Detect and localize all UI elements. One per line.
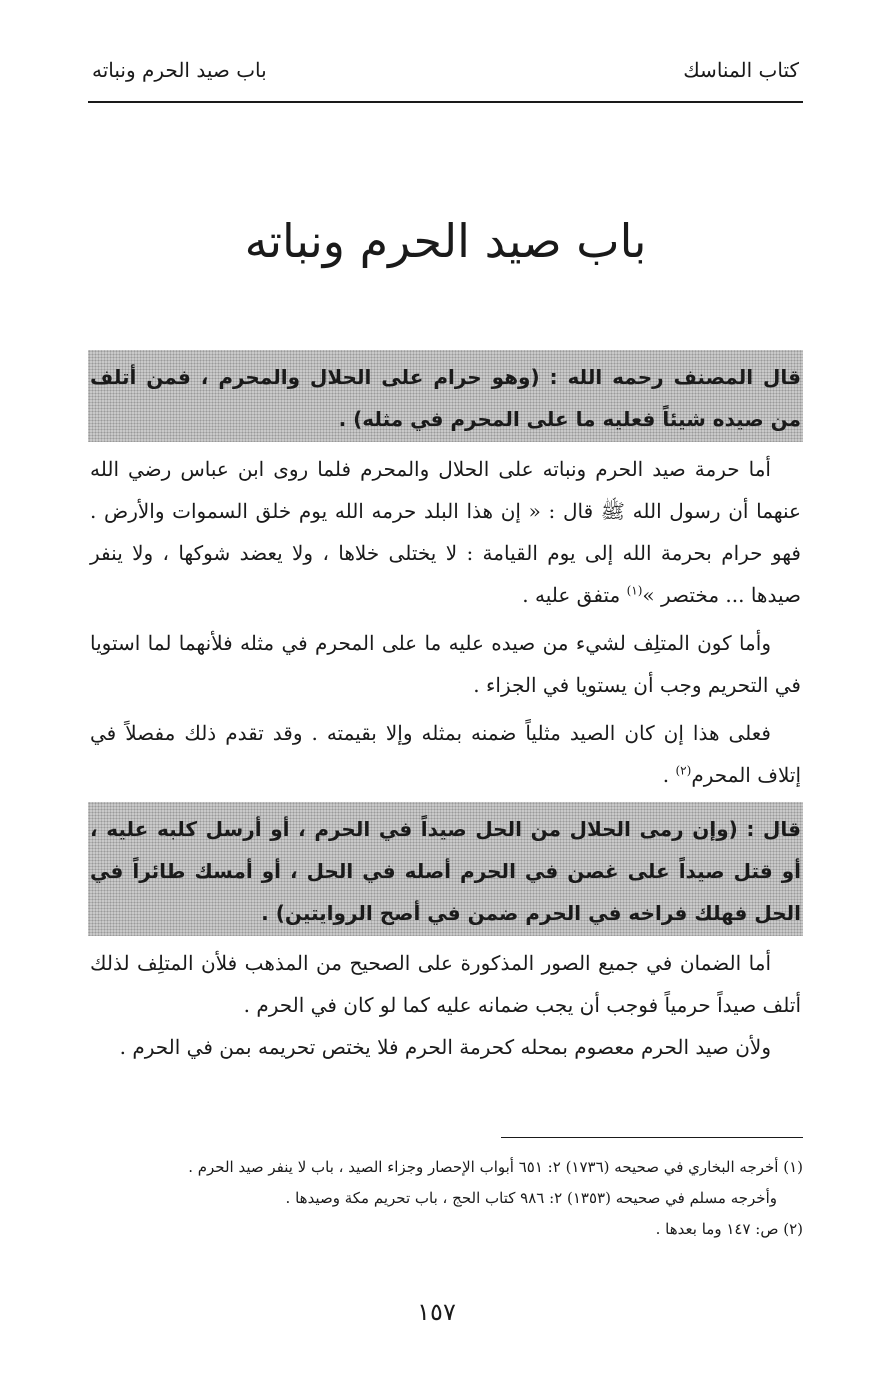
- paragraph-text: أما حرمة صيد الحرم ونباته على الحلال والمحرم فلما روى ابن عباس رضي الله عنهما أن رسول الله ﷺ قال : « إن هذا البلد حرمه الله يوم خلق السموات والأرض . فهو حرام بحرمة الله إلى يوم القيامة : لا يختلى خلاها ، ولا يعضد شوكها ، ولا ينفر صيدها ... مختصر »: [90, 457, 801, 607]
- footnote-ref-2: (٢): [675, 763, 692, 778]
- footnotes: [88, 1152, 803, 1245]
- running-header: [92, 56, 799, 84]
- header-book-title: كتاب المناسك: [683, 58, 799, 82]
- footnote-ref-1: (١): [626, 583, 643, 598]
- footnote-1-continued: وأخرجه مسلم في صحيحه (١٣٥٣) ٢: ٩٨٦ كتاب الحج ، باب تحريم مكة وصيدها .: [285, 1189, 777, 1207]
- chapter-title: باب صيد الحرم ونباته: [244, 214, 647, 268]
- commentary-paragraph-4: أما الضمان في جميع الصور المذكورة على الصحيح من المذهب فلأن المتلِف لذلك أتلف صيداً حرمياً فوجب أن يجب ضمانه عليه كما لو كان في الحرم .: [90, 951, 801, 1017]
- commentary-paragraph-5: ولأن صيد الحرم معصوم بمحله كحرمة الحرم فلا يختص تحريمه بمن في الحرم .: [119, 1035, 771, 1059]
- paragraph-text: فعلى هذا إن كان الصيد مثلياً ضمنه بمثله وإلا بقيمته . وقد تقدم ذلك مفصلاً في إتلاف المحرم: [90, 721, 801, 787]
- header-rule: [88, 101, 803, 103]
- footnote-rule: [501, 1137, 803, 1138]
- footnote-1: (١) أخرجه البخاري في صحيحه (١٧٣٦) ٢: ٦٥١ أبواب الإحصار وجزاء الصيد ، باب لا ينفر صيد الحرم .: [188, 1158, 803, 1176]
- main-text: [88, 350, 803, 1068]
- paragraph-text-end: .: [662, 763, 676, 787]
- page-number: ١٥٧: [417, 1298, 456, 1326]
- author-quote-2: قال : (وإن رمى الحلال من الحل صيداً في الحرم ، أو أرسل كلبه عليه ، أو قتل صيداً على غصن في الحرم أصله في الحل ، أو أمسك طائراً في الحل فهلك فراخه في الحرم ضمن في أصح الروايتين) .: [88, 802, 803, 936]
- commentary-paragraph-3: [88, 712, 803, 796]
- commentary-paragraph-1: [88, 448, 803, 616]
- paragraph-text-end: متفق عليه .: [522, 583, 627, 607]
- header-chapter-title: باب صيد الحرم ونباته: [92, 58, 267, 82]
- footnote-2: (٢) ص: ١٤٧ وما بعدها .: [655, 1220, 803, 1238]
- author-quote-1: قال المصنف رحمه الله : (وهو حرام على الحلال والمحرم ، فمن أتلف من صيده شيئاً فعليه ما على المحرم في مثله) .: [88, 350, 803, 442]
- commentary-paragraph-2: وأما كون المتلِف لشيء من صيده عليه ما على المحرم في مثله فلأنهما لما استويا في التحريم وجب أن يستويا في الجزاء .: [90, 631, 801, 697]
